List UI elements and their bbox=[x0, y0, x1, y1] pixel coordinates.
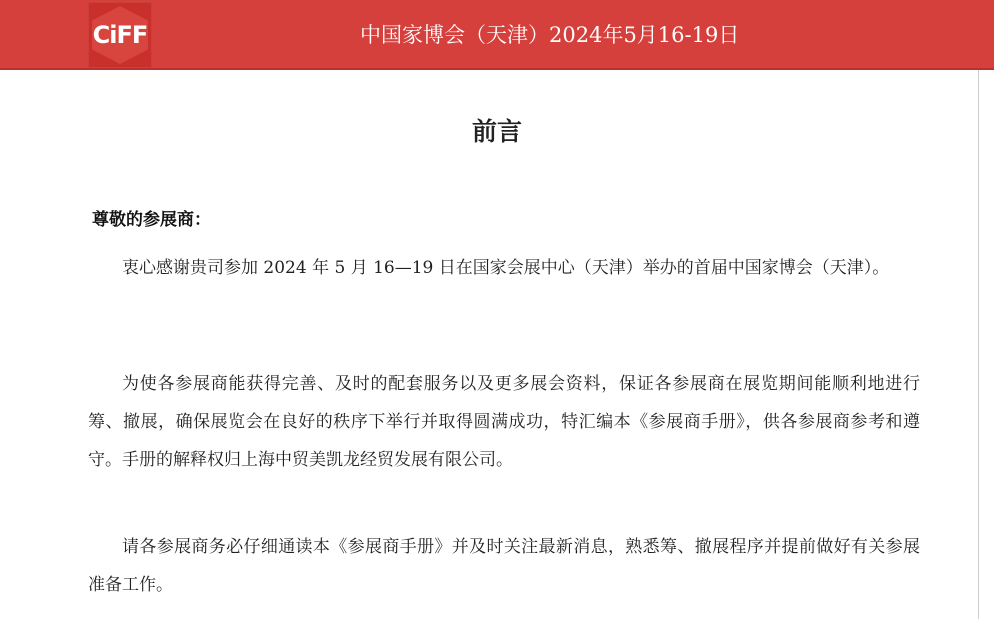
page-edge-divider bbox=[978, 70, 979, 619]
ciff-logo bbox=[88, 2, 152, 68]
salutation: 尊敬的参展商： bbox=[92, 210, 211, 230]
paragraph-purpose: 为使各参展商能获得完善、及时的配套服务以及更多展会资料，保证各参展商在展览期间能顺利地进行筹、撤展，确保展览会在良好的秩序下举行并取得圆满成功，特汇编本《参展商手册》，供各参展商参考和遵守。手册的解释权归上海中贸美凯龙经贸发展有限公司。 bbox=[88, 374, 920, 470]
paragraph-thanks: 衷心感谢贵司参加 2024 年 5 月 16—19 日在国家会展中心（天津）举办的首届中国家博会（天津）。 bbox=[122, 258, 890, 278]
logo-text: CiFF bbox=[92, 21, 148, 49]
page-title: 前言 bbox=[471, 117, 522, 146]
header-banner bbox=[0, 0, 994, 70]
paragraph-instructions: 请各参展商务必仔细通读本《参展商手册》并及时关注最新消息，熟悉筹、撤展程序并提前做好有关参展准备工作。 bbox=[88, 537, 920, 595]
header-title: 中国家博会（天津）2024年5月16-19日 bbox=[360, 23, 740, 47]
